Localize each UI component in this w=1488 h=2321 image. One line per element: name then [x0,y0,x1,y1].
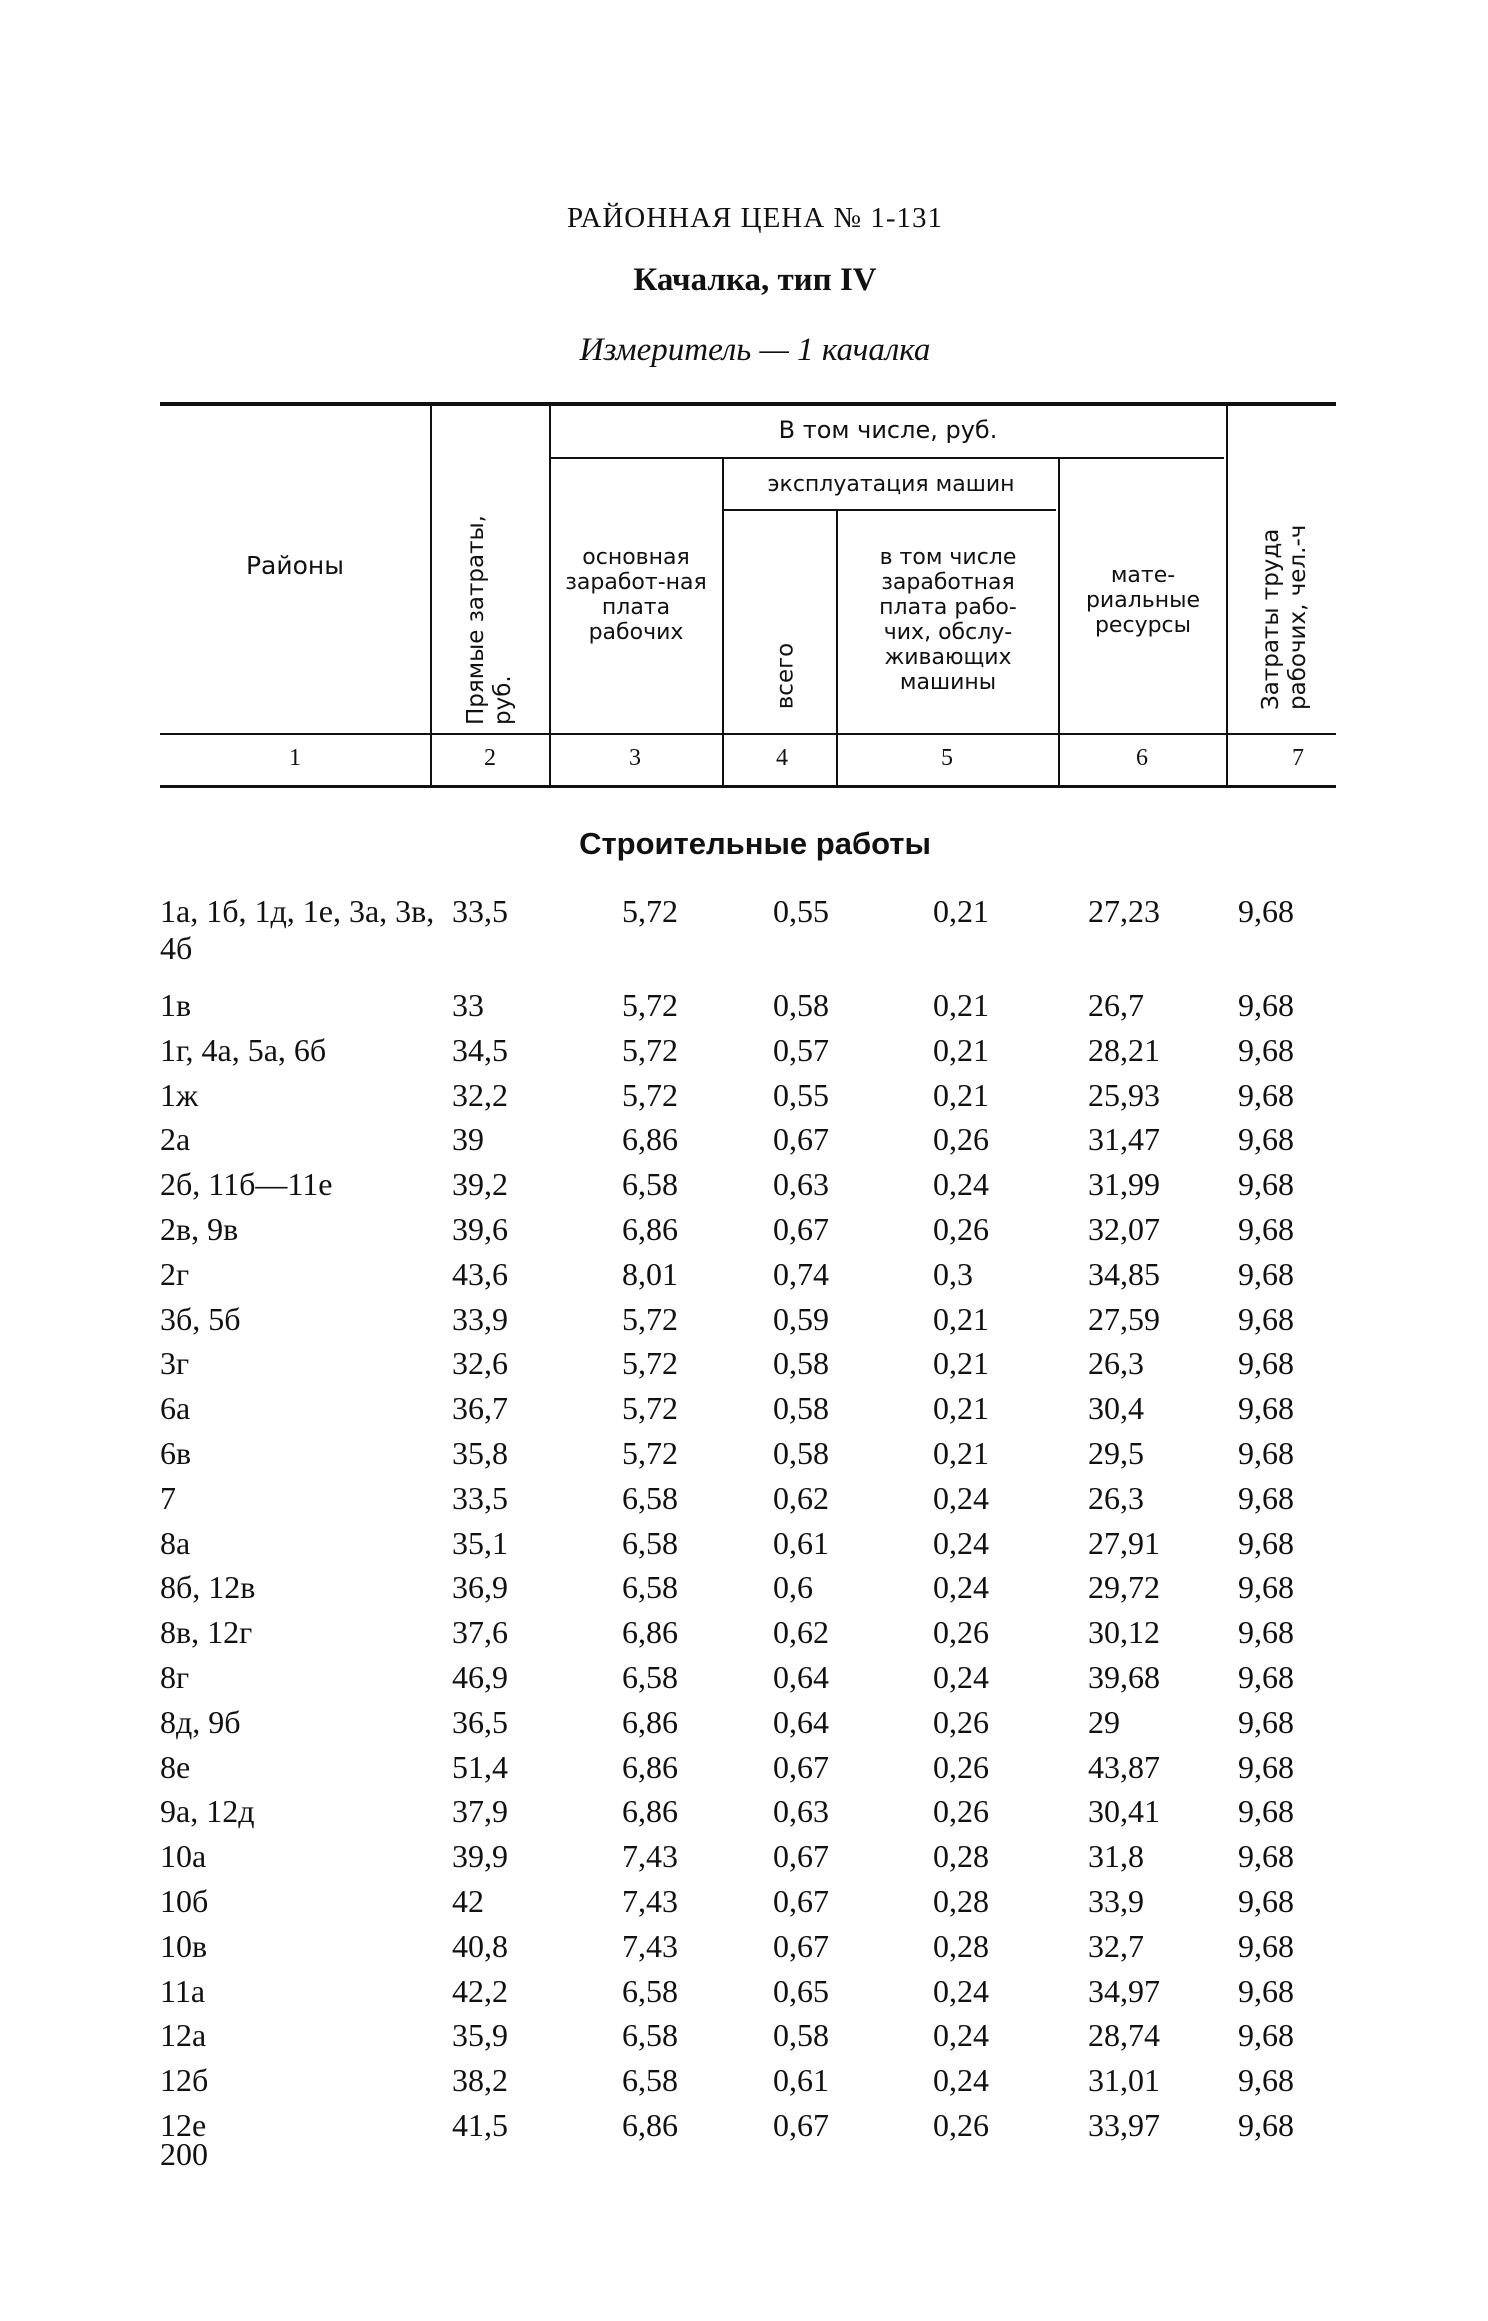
materials-cell: 28,74 [1088,2017,1160,2054]
labor-cell: 9,68 [1238,1703,1294,1740]
base-wage-cell: 7,43 [622,1882,678,1919]
direct-cost-cell: 35,9 [452,2017,508,2054]
machines-total-cell: 0,59 [773,1300,829,1337]
region-cell: 10б [160,1882,209,1919]
group-rule [550,457,1224,459]
table-row [160,1166,1360,1211]
header-group: В том числе, руб. [778,416,998,444]
page-number: 200 [160,2136,208,2172]
direct-cost-cell: 37,6 [452,1614,508,1651]
base-wage-cell: 6,58 [622,1479,678,1516]
materials-cell: 29,72 [1088,1569,1160,1606]
region-cell: 3б, 5б [160,1300,241,1337]
base-wage-cell: 5,72 [622,987,678,1023]
header-direct-costs: Прямые затраты, руб. [463,515,516,725]
col-divider-4 [836,511,838,786]
base-wage-cell: 5,72 [622,1300,678,1337]
region-cell: 1г, 4а, 5а, 6б [160,1031,327,1068]
direct-cost-cell: 38,2 [452,2062,508,2099]
machines-total-cell: 0,58 [773,1345,829,1382]
table-row [160,1435,1360,1480]
base-wage-cell: 5,72 [622,1345,678,1382]
base-wage-cell: 6,86 [622,1703,678,1740]
machine-wage-cell: 0,24 [933,2017,989,2054]
base-wage-cell: 6,58 [622,2062,678,2099]
table-row [160,2107,1360,2152]
direct-cost-cell: 32,6 [452,1345,508,1382]
base-wage-cell: 7,43 [622,1838,678,1875]
header-base-wage: основная заработ-ная плата рабочих [565,545,707,645]
labor-cell: 9,68 [1238,1927,1294,1964]
direct-cost-cell: 33 [452,987,484,1023]
materials-cell: 33,9 [1088,1882,1144,1919]
table-row [160,1480,1360,1525]
region-cell: 12а [160,2017,207,2054]
labor-cell: 9,68 [1238,1390,1294,1427]
direct-cost-cell: 41,5 [452,2106,508,2143]
machine-wage-cell: 0,21 [933,1434,989,1471]
materials-cell: 26,3 [1088,1479,1144,1516]
table-row [160,1704,1360,1749]
region-cell: 12е [160,2106,207,2143]
labor-cell: 9,68 [1238,1658,1294,1695]
region-cell: 6а [160,1390,191,1427]
table-row [160,1928,1360,1973]
labor-cell: 9,68 [1238,987,1294,1023]
materials-cell: 34,85 [1088,1255,1160,1292]
machines-total-cell: 0,67 [773,1210,829,1247]
region-cell: 2в, 9в [160,1210,239,1247]
base-wage-cell: 6,86 [622,1793,678,1830]
header-machines: эксплуатация машин [767,472,1015,497]
materials-cell: 32,07 [1088,1210,1160,1247]
base-wage-cell: 5,72 [622,1434,678,1471]
region-cell: 9а, 12д [160,1793,255,1830]
col-number-4: 4 [776,745,788,771]
direct-cost-cell: 35,1 [452,1524,508,1561]
header-top-rule [160,402,1336,406]
machines-total-cell: 0,61 [773,1524,829,1561]
table-row [160,1569,1360,1614]
table-row [160,1345,1360,1390]
base-wage-cell: 6,58 [622,2017,678,2054]
base-wage-cell: 6,58 [622,1166,678,1203]
base-wage-cell: 6,86 [622,2106,678,2143]
direct-cost-cell: 39,9 [452,1838,508,1875]
direct-cost-cell: 40,8 [452,1927,508,1964]
machine-wage-cell: 0,24 [933,2062,989,2099]
materials-cell: 30,4 [1088,1390,1144,1427]
col-divider-6 [1226,406,1228,786]
col-number-1: 1 [289,745,301,771]
labor-cell: 9,68 [1238,1524,1294,1561]
machines-total-cell: 0,67 [773,1882,829,1919]
machines-total-cell: 0,67 [773,2106,829,2143]
base-wage-cell: 5,72 [622,1076,678,1113]
direct-cost-cell: 36,5 [452,1703,508,1740]
machine-wage-cell: 0,24 [933,1166,989,1203]
materials-cell: 30,12 [1088,1614,1160,1651]
materials-cell: 27,59 [1088,1300,1160,1337]
direct-cost-cell: 46,9 [452,1658,508,1695]
table-row [160,1838,1360,1883]
base-wage-cell: 6,58 [622,1658,678,1695]
direct-cost-cell: 42 [452,1882,484,1919]
col-number-5: 5 [941,745,953,771]
col-number-7: 7 [1292,745,1304,771]
table-row [160,1525,1360,1570]
table-row [160,1793,1360,1838]
base-wage-cell: 5,72 [622,1390,678,1427]
labor-cell: 9,68 [1238,2062,1294,2099]
machines-total-cell: 0,55 [773,1076,829,1113]
machine-wage-cell: 0,28 [933,1927,989,1964]
materials-cell: 31,8 [1088,1838,1144,1875]
labor-cell: 9,68 [1238,1166,1294,1203]
col-divider-3 [722,459,724,786]
direct-cost-cell: 39 [452,1121,484,1158]
table-row [160,987,1360,1032]
machine-wage-cell: 0,26 [933,1748,989,1785]
item-subtitle: Качалка, тип IV [633,262,877,298]
labor-cell: 9,68 [1238,1031,1294,1068]
machines-total-cell: 0,67 [773,1121,829,1158]
machines-total-cell: 0,62 [773,1479,829,1516]
header-regions: Районы [245,551,345,580]
table-row [160,1614,1360,1659]
machines-rule [724,509,1056,511]
direct-cost-cell: 36,7 [452,1390,508,1427]
materials-cell: 27,23 [1088,893,1160,929]
region-cell: 12б [160,2062,209,2099]
machines-total-cell: 0,64 [773,1703,829,1740]
materials-cell: 31,99 [1088,1166,1160,1203]
labor-cell: 9,68 [1238,1434,1294,1471]
table-row [160,2062,1360,2107]
labor-cell: 9,68 [1238,1748,1294,1785]
section-title: Строительные работы [579,826,931,861]
numbers-bottom-rule [160,785,1336,788]
machine-wage-cell: 0,24 [933,1524,989,1561]
col-divider-1 [430,406,432,786]
machine-wage-cell: 0,24 [933,1479,989,1516]
base-wage-cell: 6,86 [622,1614,678,1651]
table-row [160,1973,1360,2018]
base-wage-cell: 6,58 [622,1524,678,1561]
materials-cell: 25,93 [1088,1076,1160,1113]
materials-cell: 32,7 [1088,1927,1144,1964]
labor-cell: 9,68 [1238,1972,1294,2009]
table-row [160,1749,1360,1794]
table-row [160,1077,1360,1122]
base-wage-cell: 8,01 [622,1255,678,1292]
price-title: РАЙОННАЯ ЦЕНА № 1-131 [566,202,944,234]
labor-cell: 9,68 [1238,1210,1294,1247]
machine-wage-cell: 0,21 [933,1076,989,1113]
machine-wage-cell: 0,26 [933,1210,989,1247]
region-cell: 6в [160,1434,192,1471]
machines-total-cell: 0,58 [773,1390,829,1427]
labor-cell: 9,68 [1238,1569,1294,1606]
col-divider-2 [549,406,551,786]
measure-unit: Измеритель — 1 качалка [579,332,931,368]
base-wage-cell: 6,86 [622,1748,678,1785]
materials-cell: 30,41 [1088,1793,1160,1830]
base-wage-cell: 7,43 [622,1927,678,1964]
labor-cell: 9,68 [1238,1121,1294,1158]
direct-cost-cell: 42,2 [452,1972,508,2009]
table-row [160,1211,1360,1256]
machines-total-cell: 0,65 [773,1972,829,2009]
base-wage-cell: 6,58 [622,1569,678,1606]
region-cell: 2г [160,1255,190,1292]
machines-total-cell: 0,55 [773,893,829,929]
direct-cost-cell: 34,5 [452,1031,508,1068]
machine-wage-cell: 0,24 [933,1972,989,2009]
header-labor: Затраты труда рабочих, чел.-ч [1258,524,1311,710]
machine-wage-cell: 0,26 [933,1703,989,1740]
table-row [160,1032,1360,1077]
region-cell: 1а, 1б, 1д, 1е, 3а, 3в, 4б [160,893,435,966]
machines-total-cell: 0,58 [773,1434,829,1471]
labor-cell: 9,68 [1238,1345,1294,1382]
region-cell: 8е [160,1748,191,1785]
direct-cost-cell: 36,9 [452,1569,508,1606]
materials-cell: 43,87 [1088,1748,1160,1785]
machines-total-cell: 0,63 [773,1166,829,1203]
materials-cell: 31,01 [1088,2062,1160,2099]
header-machine-wage: в том числе заработная плата рабо-чих, обслу-живающих машины [879,545,1017,695]
labor-cell: 9,68 [1238,1614,1294,1651]
region-cell: 8г [160,1658,190,1695]
machines-total-cell: 0,67 [773,1748,829,1785]
materials-cell: 29,5 [1088,1434,1144,1471]
machines-total-cell: 0,57 [773,1031,829,1068]
machines-total-cell: 0,63 [773,1793,829,1830]
region-cell: 10а [160,1838,207,1875]
machines-total-cell: 0,67 [773,1838,829,1875]
machine-wage-cell: 0,26 [933,1793,989,1830]
direct-cost-cell: 37,9 [452,1793,508,1830]
region-cell: 10в [160,1927,208,1964]
materials-cell: 39,68 [1088,1658,1160,1695]
labor-cell: 9,68 [1238,893,1294,929]
machine-wage-cell: 0,28 [933,1882,989,1919]
table-row [160,1883,1360,1928]
region-cell: 7 [160,1479,176,1516]
machines-total-cell: 0,67 [773,1927,829,1964]
materials-cell: 26,7 [1088,987,1144,1023]
materials-cell: 31,47 [1088,1121,1160,1158]
col-number-6: 6 [1136,745,1148,771]
table-row [160,1390,1360,1435]
machine-wage-cell: 0,21 [933,987,989,1023]
machines-total-cell: 0,74 [773,1255,829,1292]
region-cell: 1в [160,987,192,1023]
region-cell: 2б, 11б—11е [160,1166,333,1203]
region-cell: 3г [160,1345,190,1382]
col-number-2: 2 [484,745,496,771]
direct-cost-cell: 33,5 [452,1479,508,1516]
region-cell: 2а [160,1121,191,1158]
machine-wage-cell: 0,21 [933,1345,989,1382]
labor-cell: 9,68 [1238,1255,1294,1292]
region-cell: 8д, 9б [160,1703,241,1740]
labor-cell: 9,68 [1238,2017,1294,2054]
header-materials: мате-риальные ресурсы [1085,563,1201,638]
direct-cost-cell: 39,6 [452,1210,508,1247]
labor-cell: 9,68 [1238,1300,1294,1337]
machine-wage-cell: 0,21 [933,1031,989,1068]
direct-cost-cell: 39,2 [452,1166,508,1203]
machine-wage-cell: 0,21 [933,893,989,929]
table-row [160,1256,1360,1301]
machines-total-cell: 0,6 [773,1569,813,1606]
machine-wage-cell: 0,24 [933,1658,989,1695]
machines-total-cell: 0,58 [773,987,829,1023]
machines-total-cell: 0,58 [773,2017,829,2054]
table-row [160,2017,1360,2062]
base-wage-cell: 5,72 [622,1031,678,1068]
direct-cost-cell: 32,2 [452,1076,508,1113]
base-wage-cell: 6,86 [622,1121,678,1158]
labor-cell: 9,68 [1238,1838,1294,1875]
machines-total-cell: 0,61 [773,2062,829,2099]
col-divider-5 [1058,459,1060,786]
materials-cell: 29 [1088,1703,1120,1740]
materials-cell: 27,91 [1088,1524,1160,1561]
header-machines-total: всего [772,642,799,710]
region-cell: 8а [160,1524,191,1561]
base-wage-cell: 5,72 [622,893,678,929]
region-cell: 1ж [160,1076,199,1113]
table-body [160,893,1360,2152]
machine-wage-cell: 0,24 [933,1569,989,1606]
machine-wage-cell: 0,3 [933,1255,973,1292]
region-cell: 11а [160,1972,206,2009]
header-bottom-rule [160,733,1336,735]
labor-cell: 9,68 [1238,2106,1294,2143]
table-row [160,1121,1360,1166]
materials-cell: 33,97 [1088,2106,1160,2143]
labor-cell: 9,68 [1238,1882,1294,1919]
col-number-3: 3 [629,745,641,771]
machine-wage-cell: 0,26 [933,1121,989,1158]
labor-cell: 9,68 [1238,1076,1294,1113]
labor-cell: 9,68 [1238,1479,1294,1516]
labor-cell: 9,68 [1238,1793,1294,1830]
table-row [160,1659,1360,1704]
region-cell: 8б, 12в [160,1569,256,1606]
machines-total-cell: 0,62 [773,1614,829,1651]
machine-wage-cell: 0,26 [933,2106,989,2143]
machine-wage-cell: 0,21 [933,1300,989,1337]
machine-wage-cell: 0,28 [933,1838,989,1875]
machine-wage-cell: 0,26 [933,1614,989,1651]
table-row [160,1301,1360,1346]
machine-wage-cell: 0,21 [933,1390,989,1427]
direct-cost-cell: 33,9 [452,1300,508,1337]
machines-total-cell: 0,64 [773,1658,829,1695]
direct-cost-cell: 43,6 [452,1255,508,1292]
materials-cell: 28,21 [1088,1031,1160,1068]
direct-cost-cell: 35,8 [452,1434,508,1471]
direct-cost-cell: 33,5 [452,893,508,929]
direct-cost-cell: 51,4 [452,1748,508,1785]
base-wage-cell: 6,58 [622,1972,678,2009]
materials-cell: 34,97 [1088,1972,1160,2009]
region-cell: 8в, 12г [160,1614,253,1651]
materials-cell: 26,3 [1088,1345,1144,1382]
base-wage-cell: 6,86 [622,1210,678,1247]
table-row [160,893,1360,987]
